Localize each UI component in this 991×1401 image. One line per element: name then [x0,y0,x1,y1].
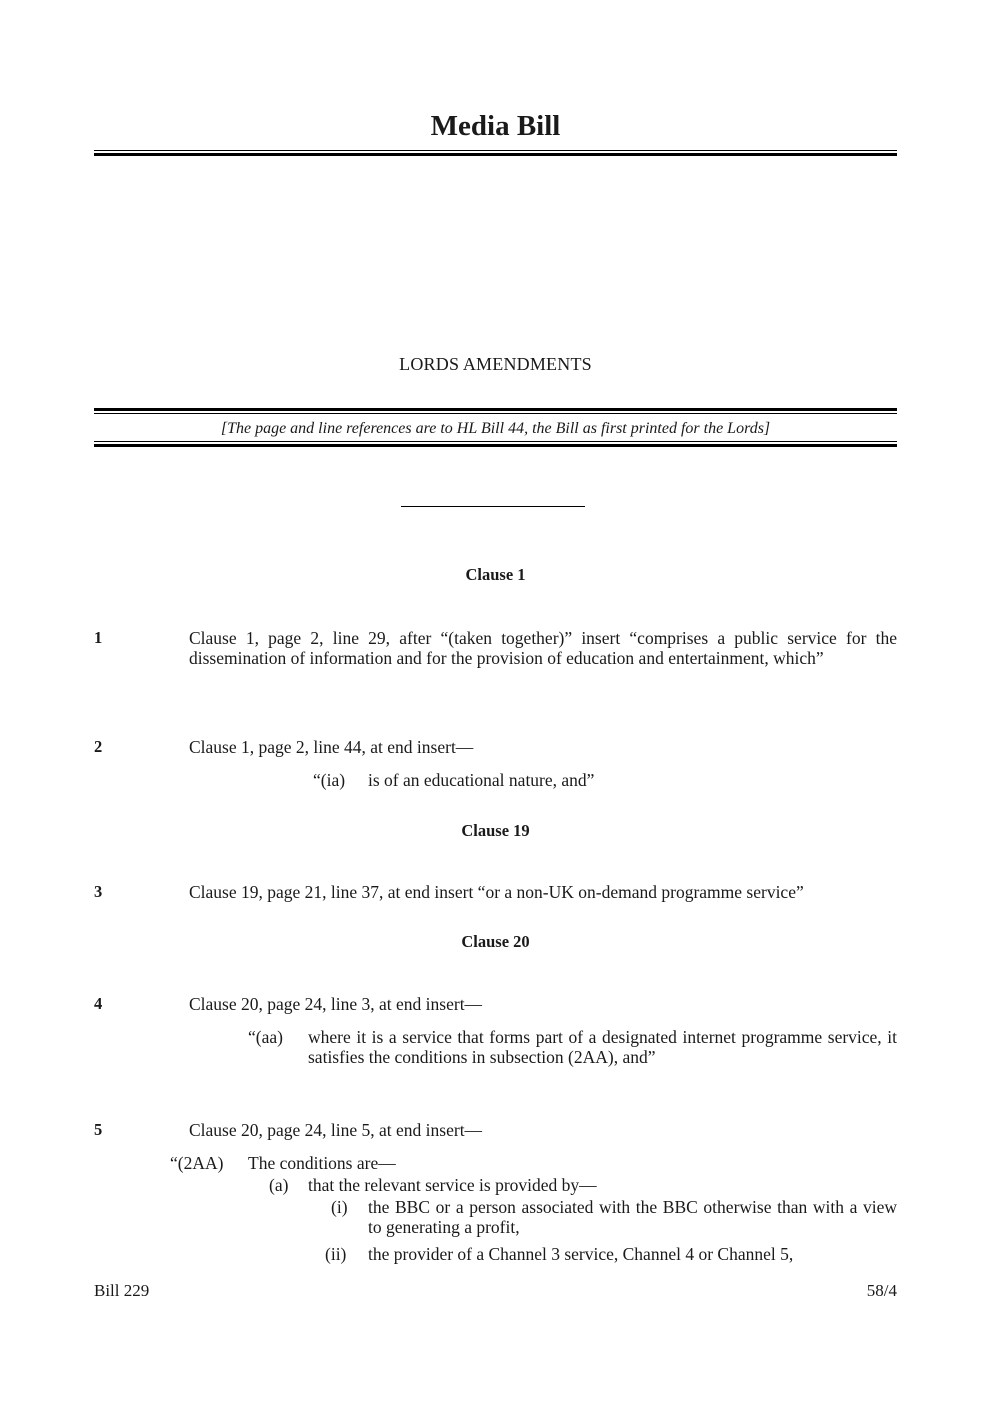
amendment-text: Clause 19, page 21, line 37, at end insert “or a non-UK on-demand programme service” [189,882,804,902]
inserted-subparagraph-text: the BBC or a person associated with the BBC otherwise than with a view to generating a profit, [368,1197,897,1237]
note-rule-top-thin [94,413,897,414]
clause-heading: Clause 19 [461,821,530,840]
inserted-paragraph-text: that the relevant service is provided by— [308,1175,597,1195]
clause-heading: Clause 20 [461,932,530,951]
inserted-paragraph-label: (a) [269,1175,289,1195]
note-rule-bottom-thin [94,441,897,442]
note-rule-top-thick [94,408,897,411]
amendment-text: Clause 20, page 24, line 3, at end insert— [189,994,483,1014]
title-rule-thin [94,150,897,151]
section-divider [401,506,585,507]
amendment-number: 1 [94,628,103,647]
amendment-number: 3 [94,882,103,901]
title-rule-thick [94,153,897,156]
page-reference: 58/4 [866,1281,897,1300]
amendment-text: Clause 20, page 24, line 5, at end insert— [189,1120,483,1140]
inserted-subparagraph-label: (ii) [325,1244,347,1264]
clause-heading: Clause 1 [465,565,526,584]
amendment-number: 4 [94,994,103,1013]
amendment-number: 2 [94,737,103,756]
inserted-paragraph-text: is of an educational nature, and” [368,770,595,790]
inserted-subparagraph-label: (i) [331,1197,348,1217]
inserted-subsection-label: “(2AA) [170,1153,224,1173]
note-rule-bottom-thick [94,444,897,447]
inserted-paragraph-label: “(aa) [248,1027,283,1047]
amendment-number: 5 [94,1120,103,1139]
amendment-text: Clause 1, page 2, line 44, at end insert— [189,737,474,757]
inserted-paragraph-text: where it is a service that forms part of a designated internet programme service, it satisfies the conditions in subsection (2AA), and” [308,1027,897,1067]
document-subtitle: LORDS AMENDMENTS [399,354,592,374]
page-reference-note: [The page and line references are to HL Bill 44, the Bill as first printed for the Lords] [220,420,771,437]
inserted-subparagraph-text: the provider of a Channel 3 service, Channel 4 or Channel 5, [368,1244,794,1264]
inserted-subsection-text: The conditions are— [248,1153,396,1173]
inserted-paragraph-label: “(ia) [313,770,346,790]
document-title: Media Bill [430,110,561,142]
bill-number: Bill 229 [94,1281,150,1300]
amendment-text: Clause 1, page 2, line 29, after “(taken together)” insert “comprises a public service for the dissemination of information and for the provision of education and entertainment, which” [189,628,897,668]
